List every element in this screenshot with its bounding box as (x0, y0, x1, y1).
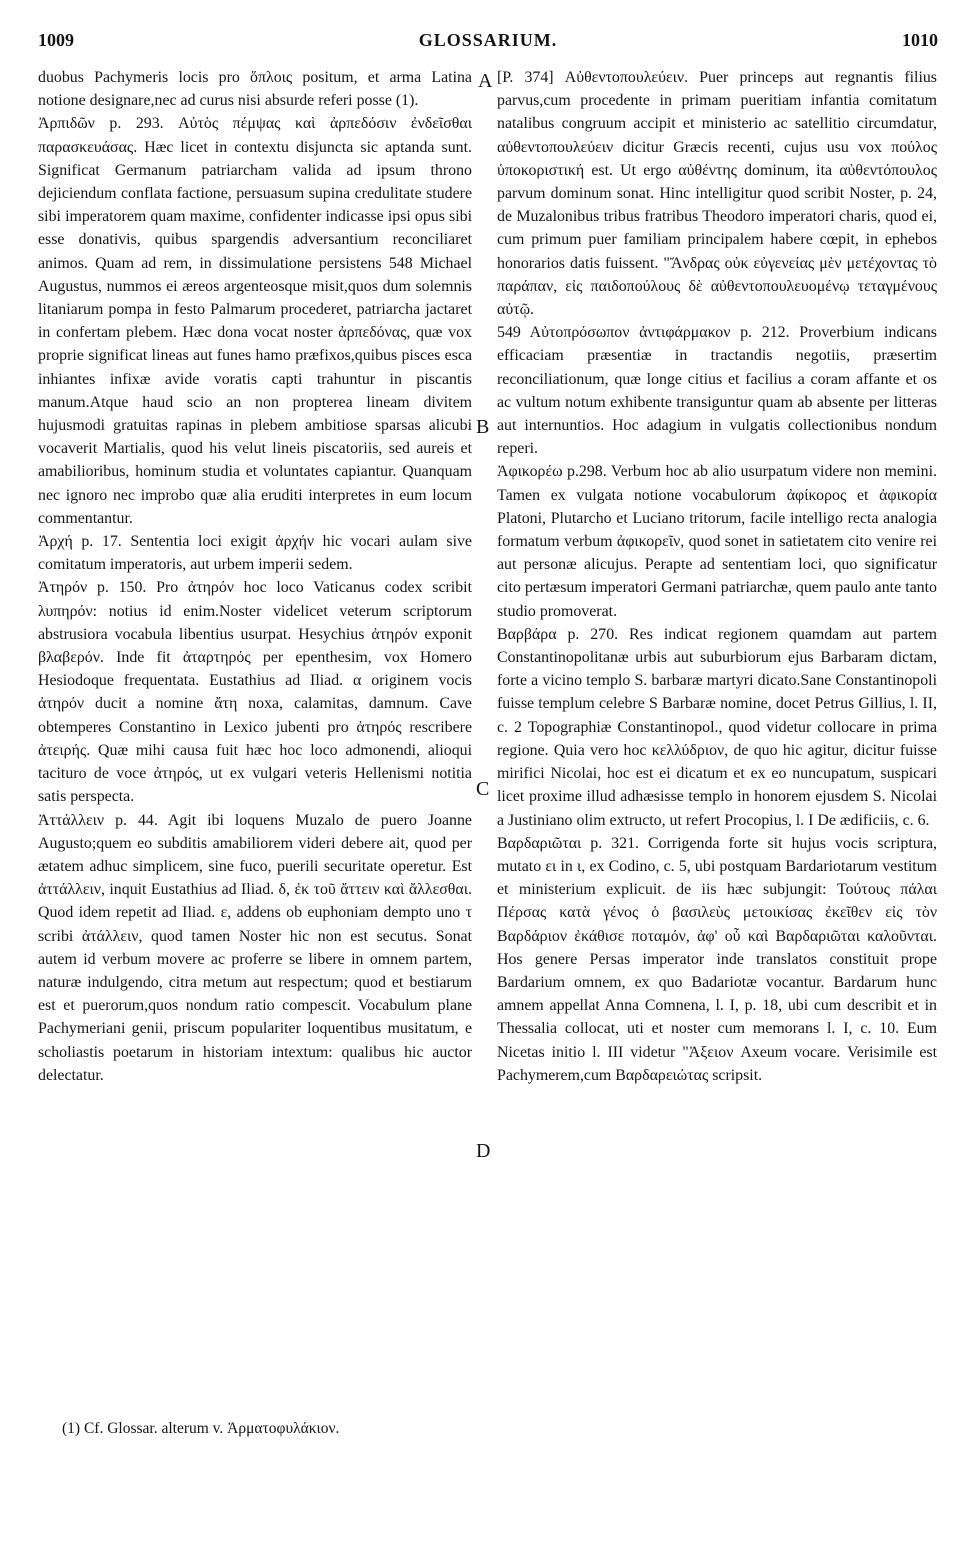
margin-marker-d: D (476, 1140, 491, 1162)
entry-paragraph: Ἀρχή p. 17. Sententia loci exigit ἀρχήν hic vocari aulam sive comitatum imperatoris, aut urbem imperii sedem. (38, 533, 472, 574)
entry-paragraph: [P. 374] Αὐθεντοπουλεύειν. Puer princeps aut regnantis filius parvus,cum procedente in primam pueritiam infantia comitatum natalibus congruum accipit et ministerio ac satellitio circumdatur, αὐθεντοπουλεύειν dicitur Græcis recenti, cujus usu vox πούλος ὑποκοριστική est. Ut ergo αὐθέντης dominum, ita αὐθεντόπουλος parvum dominum sonat. Hinc intelligitur quod scribit Noster, p. 24, de Muzalonibus tribus fratribus Theodoro imperatori charis, quod ei, cum primum puer familiam principalem habere cœpit, in ephebos honorarios datis fuissent. "Ἄνδρας οὐκ εὐγενείας μὲν μετέχοντας τὸ παράπαν, εἰς παιδοπούλους δὲ αὐθεντοπουλευομένῳ τεταγμένους αὐτῷ. (497, 69, 937, 319)
entry-paragraph: Βαρδαριῶται p. 321. Corrigenda forte sit hujus vocis scriptura, mutato ει in ι, ex Codino, c. 5, ubi postquam Bardariotarum vestitum et ministerium explicuit. de iis hæc subjungit: Τούτους πάλαι Πέρσας κατὰ γένος ὁ βασιλεὺς μετοικίσας ἐκεῖθεν εἰς τὸν Βαρδάριον ἐκάθισε ποταμόν, ἀφ' οὗ καὶ Βαρδαριῶται καλοῦνται. Hos genere Persas imperator inde translatos constituit prope Bardarium omnem, ex quo Badariotæ vocantur. Bardarum hunc amnem appellat Anna Comnena, l. I, p. 18, ubi cum describit et in Thessalia collocat, uti et noster cum memorans l. I, c. 10. Eum Nicetas initio l. III videtur "Ἀξειον Axeum vocare. Verisimile est Pachymerem,cum Βαρδαρειώτας scripsit. (497, 834, 937, 1084)
page-number-right: 1010 (902, 30, 938, 50)
margin-marker-b: B (476, 416, 490, 438)
entry-paragraph: 549 Αὐτοπρόσωπον ἀντιφάρμακον p. 212. Proverbium indicans efficaciam præsentiæ in tractandis negotiis, præsertim reconciliationum, quæ longe citius et facilius a coram affante et os ac vultum notum exhibente transiguntur quam ab absente per litteras aut internuntios. Hoc adagium in vulgatis collectionibus nondum reperi. (497, 324, 937, 458)
running-header (38, 30, 938, 60)
margin-marker-a: A (478, 70, 493, 92)
page-number-left: 1009 (38, 30, 74, 50)
margin-marker-c: C (476, 778, 490, 800)
left-column (38, 66, 472, 1087)
running-title: GLOSSARIUM. (418, 30, 558, 50)
entry-paragraph: Ἀρπιδῶν p. 293. Αὐτὸς πέμψας καὶ ἀρπεδόσιν ἐνδεῖσθαι παρασκευάσας. Hæc licet in contextu disjuncta sic aptanda sunt. Significat Germanum patriarcham valida ad ipsum throno dejiciendum conflata factione, persuasum supina credulitate studere sibi imperatorem quam maxime, confidenter indicasse ipsi opus sibi esse donativis, quibus spargendis adversantium reconciliaret animos. Quam ad rem, in dissimulatione persistens 548 Michael Augustus, nummos ei æreos argenteosque misit,quos dum solemnis litaniarum pompa in festo Palmarum procederet, patriarcha jactaret in confertam plebem. Hæc dona vocat noster ἀρπεδόνας, quæ vox proprie significat lineas aut funes hamo præfixos,quibus pisces esca inhiantes infixæ avide voratis capti trahuntur in piscantis manum.Atque haud scio an non propterea lineam divitem hujusmodi gratuitas rapinas in plebem ambitiose sparsas alicubi vocaverit Martialis, quod his velut lineis piscatoriis, sed aureis et amabilioribus, hominum studia et voluntates capiantur. Quanquam nec ignoro nec improbo quæ alia eruditi interpretes in eum locum commentantur. (38, 115, 472, 527)
entry-paragraph: Ἀφικορέω p.298. Verbum hoc ab alio usurpatum videre non memini. Tamen ex vulgata notione vocabulorum ἀφίκορος et ἀφικορία Platoni, Plutarcho et Luciano tritorum, facile intelligo recta analogia formatum verbum ἀφικορεῖν, quod sonet in satietatem cito venire rei aut personæ alicujus. Perapte ad sententiam loci, quo significatur cito pertæsum imperatori Germani patriarchæ, quem paulo ante tanto studio promoverat. (497, 463, 937, 620)
entry-paragraph: duobus Pachymeris locis pro ὅπλοις positum, et arma Latina notione designare,nec ad curus nisi absurde referi posse (1). (38, 69, 472, 110)
right-column (497, 66, 937, 1087)
footnote: (1) Cf. Glossar. alterum v. Ἀρματοφυλάκιον. (62, 1420, 340, 1437)
entry-paragraph: Ἀττάλλειν p. 44. Agit ibi loquens Muzalo de puero Joanne Augusto;quem eo subditis amabiliorem videri debere ait, quod per ætatem adhuc simplicem, sine fuco, puerili securitate operetur. Est ἀττάλλειν, inquit Eustathius ad Iliad. δ, ἐκ τοῦ ἄττειν καὶ ἄλλεσθαι. Quod idem repetit ad Iliad. ε, addens ob euphoniam dempto uno τ scribi ἀτάλλειν, quod tamen Noster hic non est secutus. Sonat autem id verbum movere ac proferre se libere in omnem partem, naturæ indulgendo, citra metum aut respectum; quod et bestiarum est et puerorum,quos nondum ratio compescit. Vocabulum plane Pachymeriani genii, priscum populariter loquentibus musitatum, e scholiastis poetarum in historiam intextum: qualibus hic auctor delectatur. (38, 811, 472, 1084)
entry-paragraph: Ἀτηρόν p. 150. Pro ἀτηρόν hoc loco Vaticanus codex scribit λυπηρόν: notius id enim.Noster videlicet veterum scriptorum abstrusiora vocabula libentius usurpat. Hesychius ἀτηρόν exponit βλαβερόν. Inde fit ἀταρτηρός per epenthesim, vox Homero Hesiodoque frequentata. Eustathius ad Iliad. α originem vocis ἀτηρόν ducit a nomine ἄτη noxa, calamitas, damnum. Cave obtemperes Constantino in Lexico jubenti pro ἀτηρός rescribere ἀτειρής. Quæ mihi causa fuit hæc hoc loco admonendi, alioqui tacituro de voce ἀτηρός, ut ex vulgari veteris Hellenismi notitia satis perspecta. (38, 579, 472, 806)
entry-paragraph: Βαρβάρα p. 270. Res indicat regionem quamdam aut partem Constantinopolitanæ urbis aut suburbiorum ejus Barbaram dictam, forte a vicino templo S. barbaræ martyri dicato.Sane Constantinopoli fuisse templum celebre S Barbaræ nomine, docet Petrus Gillius, l. II, c. 2 Topographiæ Constantinopol., quod videtur collocare in prima regione. Quia vero hoc κελλύδριον, de quo hic agitur, dicitur fuisse mirifici Nicolai, hoc est ei dicatum et ex eo nuncupatum, suspicari licet proxime illud adhæsisse templo in honorem ejusdem S. Nicolai a Justiniano olim extructo, ut refert Procopius, l. I De ædificiis, c. 6. (497, 625, 937, 829)
